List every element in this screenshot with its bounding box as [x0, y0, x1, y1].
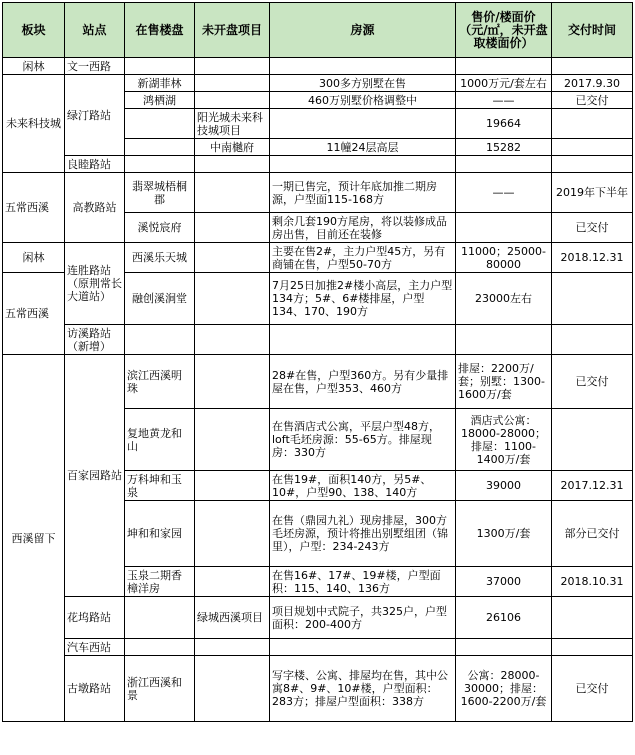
table-row [3, 355, 633, 409]
delivery-cell: 2018.12.31 [552, 243, 633, 273]
on-sale-cell: 滨江西溪明珠 [125, 355, 195, 409]
station-cell: 连胜路站（原荆常长大道站） [65, 243, 125, 325]
station-cell: 汽车西站 [65, 639, 125, 656]
price-cell: 11000；25000-80000 [456, 243, 552, 273]
property-table [2, 2, 633, 722]
on-sale-cell [125, 639, 195, 656]
delivery-cell: 2017.12.31 [552, 471, 633, 501]
source-cell: 在售16#、17#、19#楼，户型面积：115、140、136方 [270, 567, 456, 597]
on-sale-cell [125, 156, 195, 173]
price-cell [456, 58, 552, 75]
table-row [3, 156, 633, 173]
header-delivery: 交付时间 [552, 3, 633, 58]
delivery-cell: 2017.9.30 [552, 75, 633, 92]
station-cell: 文一西路 [65, 58, 125, 75]
on-sale-cell: 复地黄龙和山 [125, 409, 195, 471]
price-cell [456, 213, 552, 243]
table-row [3, 597, 633, 639]
station-cell: 绿汀路站 [65, 75, 125, 156]
block-cell: 闲林 [3, 58, 65, 75]
delivery-cell: 已交付 [552, 92, 633, 109]
source-cell: 在售19#，面积140方，另5#、10#，户型90、138、140方 [270, 471, 456, 501]
on-sale-cell [125, 109, 195, 139]
block-cell: 闲林 [3, 243, 65, 273]
price-cell: 15282 [456, 139, 552, 156]
block-cell: 未来科技城 [3, 75, 65, 173]
not-open-cell [195, 567, 270, 597]
price-cell [456, 325, 552, 355]
delivery-cell [552, 156, 633, 173]
source-cell: 项目规划中式院子，共325户，户型面积：200-400方 [270, 597, 456, 639]
not-open-cell: 中南樾府 [195, 139, 270, 156]
source-cell [270, 109, 456, 139]
not-open-cell [195, 273, 270, 325]
source-cell: 主要在售2#，主力户型45方，另有商铺在售，户型50-70方 [270, 243, 456, 273]
delivery-cell [552, 273, 633, 325]
source-cell [270, 325, 456, 355]
not-open-cell [195, 213, 270, 243]
on-sale-cell [125, 325, 195, 355]
not-open-cell [195, 173, 270, 213]
source-cell: 在售酒店式公寓，平层户型48方，loft毛坯房源：55-65方。排屋现房：330方 [270, 409, 456, 471]
table-row [3, 58, 633, 75]
delivery-cell [552, 58, 633, 75]
not-open-cell [195, 156, 270, 173]
source-cell: 一期已售完，预计年底加推二期房源，户型面115-168方 [270, 173, 456, 213]
source-cell: 460万别墅价格调整中 [270, 92, 456, 109]
on-sale-cell: 新湖菲林 [125, 75, 195, 92]
not-open-cell [195, 92, 270, 109]
not-open-cell [195, 75, 270, 92]
source-cell: 剩余几套190方尾房，将以装修成品房出售，目前还在装修 [270, 213, 456, 243]
delivery-cell: 已交付 [552, 213, 633, 243]
price-cell: —— [456, 173, 552, 213]
station-cell: 古墩路站 [65, 656, 125, 722]
table-row [3, 325, 633, 355]
source-cell: 11幢24层高层 [270, 139, 456, 156]
price-cell: 1300万/套 [456, 501, 552, 567]
not-open-cell [195, 325, 270, 355]
source-cell: 300多方别墅在售 [270, 75, 456, 92]
source-cell: 7月25日加推2#楼小高层，主力户型134方；5#、6#楼排屋，户型134、170、190方 [270, 273, 456, 325]
not-open-cell [195, 639, 270, 656]
on-sale-cell: 万科坤和玉泉 [125, 471, 195, 501]
price-cell: 39000 [456, 471, 552, 501]
price-cell: 26106 [456, 597, 552, 639]
price-cell: 37000 [456, 567, 552, 597]
price-cell: 1000万元/套左右 [456, 75, 552, 92]
on-sale-cell: 浙江西溪和景 [125, 656, 195, 722]
price-cell: 19664 [456, 109, 552, 139]
not-open-cell [195, 471, 270, 501]
table-row [3, 639, 633, 656]
table-row [3, 173, 633, 213]
price-cell: 公寓：28000-30000；排屋：1600-2200万/套 [456, 656, 552, 722]
source-cell [270, 58, 456, 75]
on-sale-cell: 融创溪涧堂 [125, 273, 195, 325]
price-cell: 酒店式公寓：18000-28000；排屋：1100-1400万/套 [456, 409, 552, 471]
delivery-cell: 2019年下半年 [552, 173, 633, 213]
delivery-cell [552, 639, 633, 656]
price-cell [456, 156, 552, 173]
header-not-open: 未开盘项目 [195, 3, 270, 58]
station-cell: 百家园路站 [65, 355, 125, 597]
not-open-cell: 绿城西溪项目 [195, 597, 270, 639]
source-cell: 在售（鼎园九礼）现房排屋，300方毛坯房源，预计将推出别墅组团（锦里），户型：234-243方 [270, 501, 456, 567]
header-station: 站点 [65, 3, 125, 58]
delivery-cell [552, 409, 633, 471]
delivery-cell [552, 139, 633, 156]
station-cell: 访溪路站（新增） [65, 325, 125, 355]
header-source: 房源 [270, 3, 456, 58]
delivery-cell [552, 597, 633, 639]
delivery-cell: 2018.10.31 [552, 567, 633, 597]
block-cell: 五常西溪 [3, 173, 65, 243]
delivery-cell [552, 325, 633, 355]
price-cell: 23000左右 [456, 273, 552, 325]
not-open-cell [195, 656, 270, 722]
header-on-sale: 在售楼盘 [125, 3, 195, 58]
source-cell [270, 639, 456, 656]
source-cell: 28#在售，户型360方。另有少量排屋在售，户型353、460方 [270, 355, 456, 409]
header-row [3, 3, 633, 58]
on-sale-cell [125, 139, 195, 156]
on-sale-cell: 翡翠城梧桐郡 [125, 173, 195, 213]
block-cell: 西溪留下 [3, 355, 65, 722]
on-sale-cell [125, 58, 195, 75]
on-sale-cell: 坤和和家园 [125, 501, 195, 567]
on-sale-cell: 西溪乐天城 [125, 243, 195, 273]
table-row [3, 243, 633, 273]
source-cell [270, 156, 456, 173]
not-open-cell [195, 58, 270, 75]
delivery-cell: 已交付 [552, 656, 633, 722]
table-row [3, 75, 633, 92]
delivery-cell: 已交付 [552, 355, 633, 409]
price-cell: —— [456, 92, 552, 109]
on-sale-cell: 鸿栖湖 [125, 92, 195, 109]
header-block: 板块 [3, 3, 65, 58]
on-sale-cell [125, 597, 195, 639]
delivery-cell: 部分已交付 [552, 501, 633, 567]
price-cell [456, 639, 552, 656]
station-cell: 花坞路站 [65, 597, 125, 639]
source-cell: 写字楼、公寓、排屋均在售，其中公寓8#、9#、10#楼，户型面积：283方；排屋户型面积：338方 [270, 656, 456, 722]
not-open-cell [195, 243, 270, 273]
block-cell: 五常西溪 [3, 273, 65, 355]
delivery-cell [552, 109, 633, 139]
station-cell: 高教路站 [65, 173, 125, 243]
not-open-cell [195, 501, 270, 567]
on-sale-cell: 玉泉二期香樟洋房 [125, 567, 195, 597]
station-cell: 良睦路站 [65, 156, 125, 173]
price-cell: 排屋：2200万/套；别墅：1300-1600万/套 [456, 355, 552, 409]
not-open-cell [195, 409, 270, 471]
on-sale-cell: 溪悦宸府 [125, 213, 195, 243]
header-price: 售价/楼面价（元/㎡，未开盘取楼面价） [456, 3, 552, 58]
not-open-cell: 阳光城未来科技城项目 [195, 109, 270, 139]
table-row [3, 656, 633, 722]
not-open-cell [195, 355, 270, 409]
